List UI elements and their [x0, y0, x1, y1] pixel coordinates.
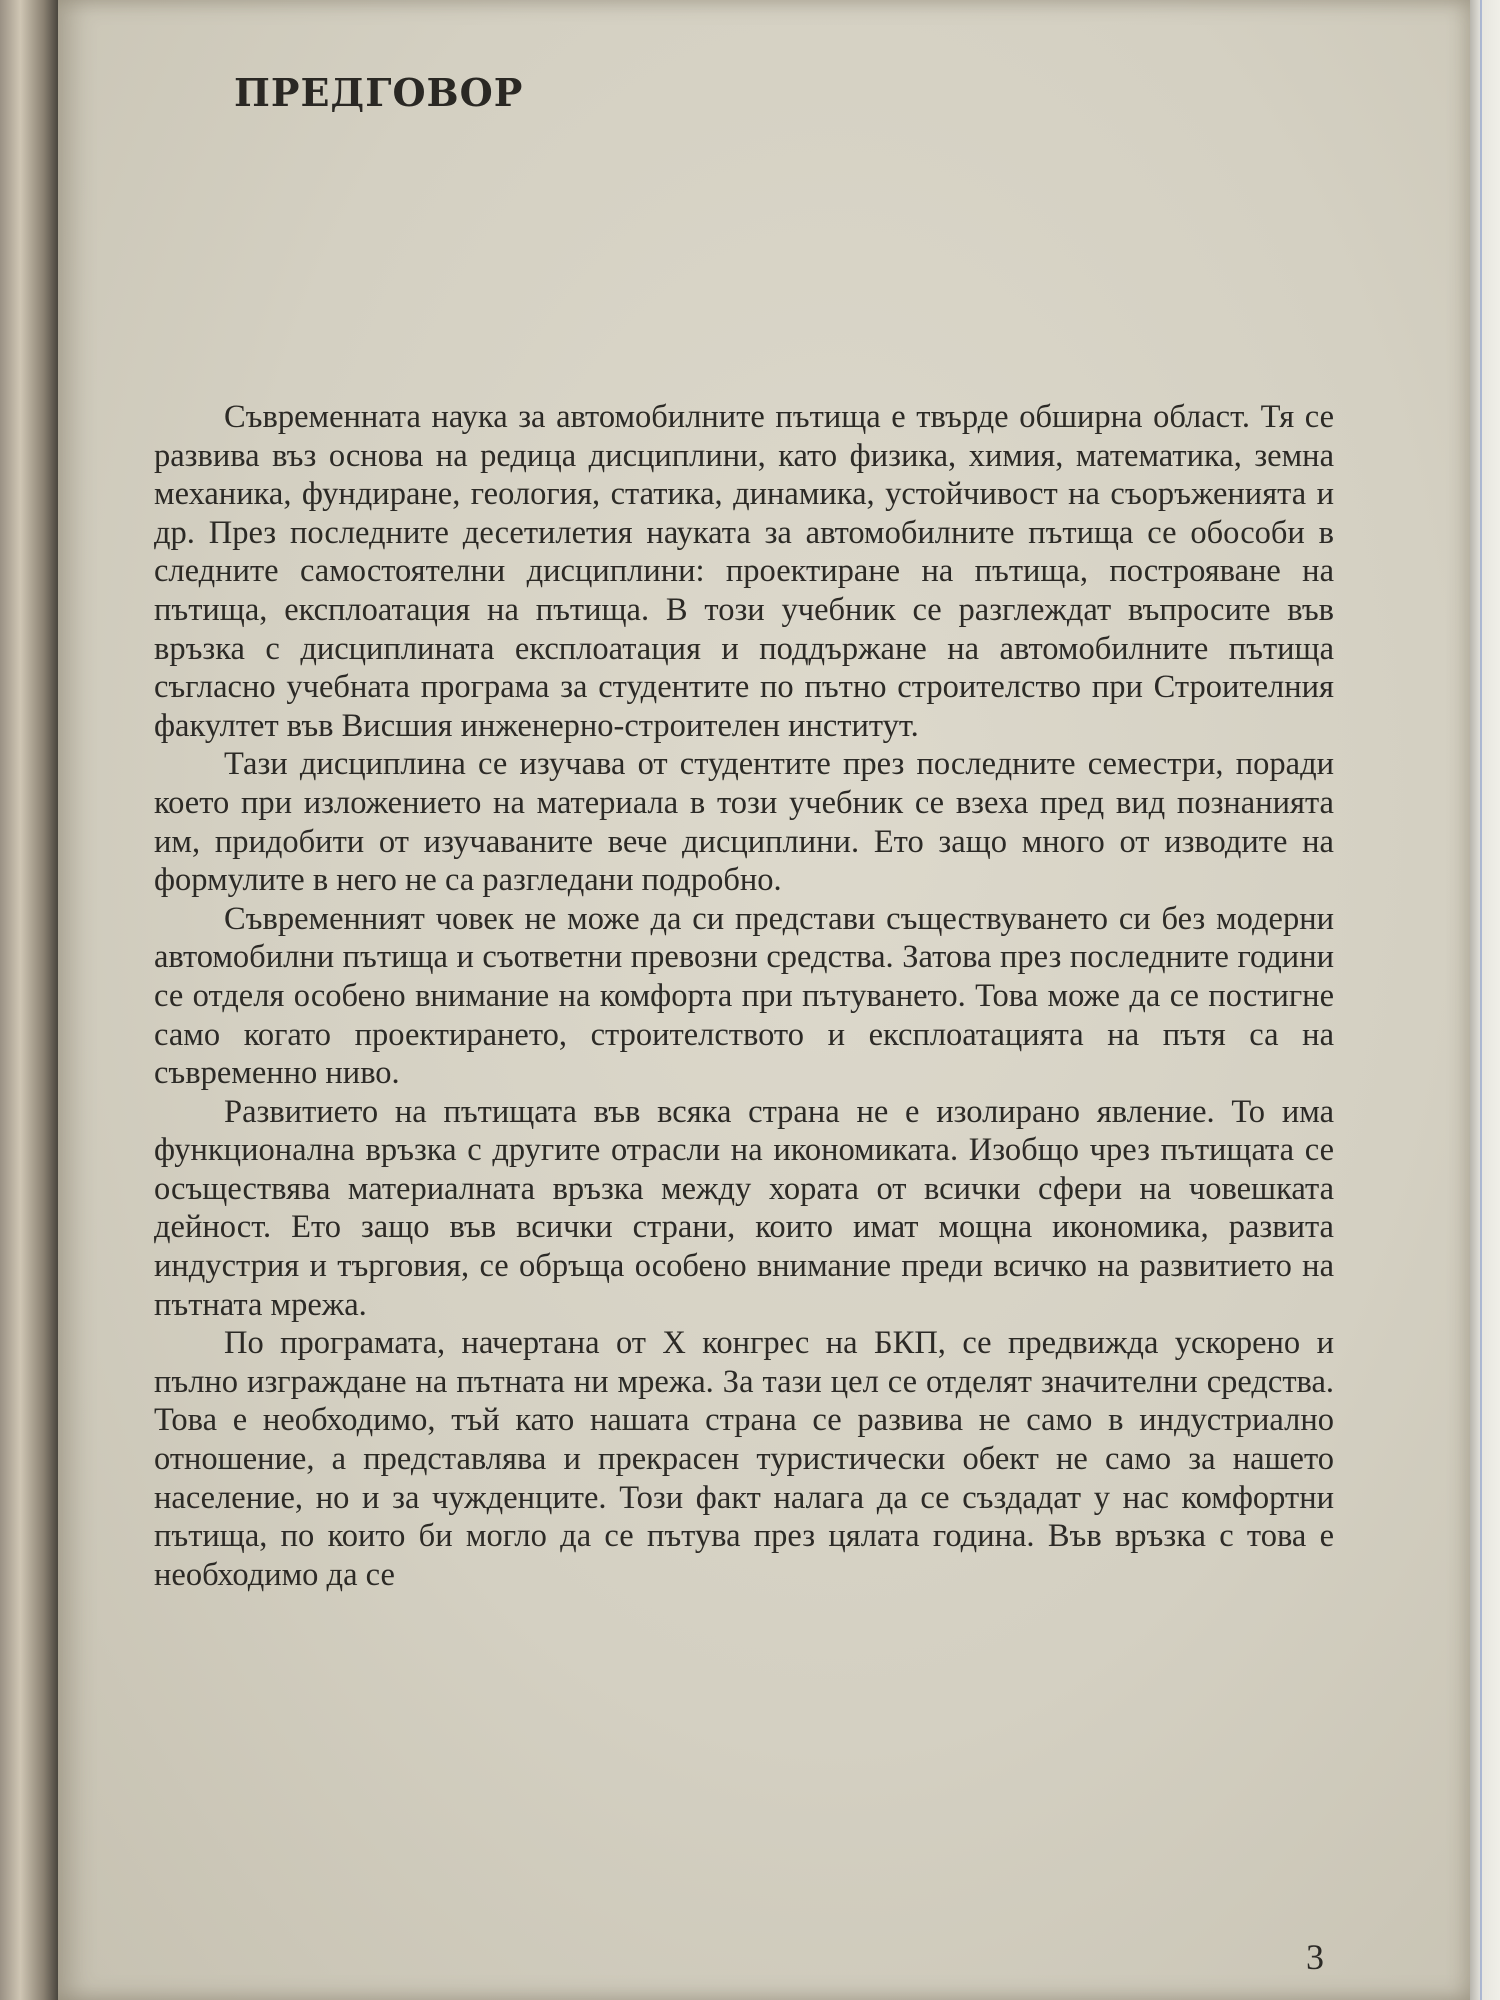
- paragraph-5: По програмата, начертана от X конгрес на БКП, се предвижда ускорено и пълно изграждане на пътната ни мрежа. За тази цел се отделят значителни средства. Това е необходимо, тъй като нашата страна се развива не само в индустриално отношение, а представлява и прекрасен туристически обект не само за нашето население, но и за чужденците. Този факт налага да се създадат у нас комфортни пътища, по които би могло да се пътува през цялата година. Във връзка с това е необходимо да се: [154, 1325, 1334, 1593]
- paragraph-2: Тази дисциплина се изучава от студентите през последните семестри, поради което при изложението на материала в този учебник се взеха пред вид познанията им, придобити от изучаваните вече дисциплини. Ето защо много от изводите на формулите в него не са разгледани подробно.: [154, 746, 1334, 899]
- adjacent-page-edge: [0, 0, 58, 2000]
- book-page: [58, 0, 1470, 2000]
- notebook-margin-line: [1480, 0, 1482, 2000]
- page-number: 3: [1306, 1937, 1324, 1977]
- paragraph-1: Съвременната наука за автомобилните пътища е твърде обширна област. Тя се развива въз основа на редица дисциплини, като физика, химия, математика, земна механика, фундиране, геология, статика, динамика, устойчивост на съоръженията и др. През последните десетилетия науката за автомобилните пътища се обособи в следните самостоятелни дисциплини: проектиране на пътища, построяване на пътища, експлоатация на пътища. В този учебник се разглеждат въпросите във връзка с дисциплината експлоатация и поддържане на автомобилните пътища съгласно учебната програма за студентите по пътно строителство при Строителния факултет във Висшия инженерно-строителен институт.: [154, 399, 1334, 744]
- background-notebook-page: [1470, 0, 1500, 2000]
- paragraph-4: Развитието на пътищата във всяка страна не е изолирано явление. То има функционална връзка с другите отрасли на икономиката. Изобщо чрез пътищата се осъществява материалната връзка между хората от всички сфери на човешката дейност. Ето защо във всички страни, които имат мощна икономика, развита индустрия и търговия, се обръща особено внимание преди всичко на развитието на пътната мрежа.: [154, 1093, 1334, 1323]
- page-heading: ПРЕДГОВОР: [234, 70, 524, 115]
- body-text: [154, 398, 1334, 1594]
- paragraph-3: Съвременният човек не може да си представи съществуването си без модерни автомобилни пътища и съответни превозни средства. Затова през последните години се отделя особено внимание на комфорта при пътуването. Това може да се постигне само когато проектирането, строителството и експлоатацията на пътя са на съвременно ниво.: [154, 900, 1334, 1092]
